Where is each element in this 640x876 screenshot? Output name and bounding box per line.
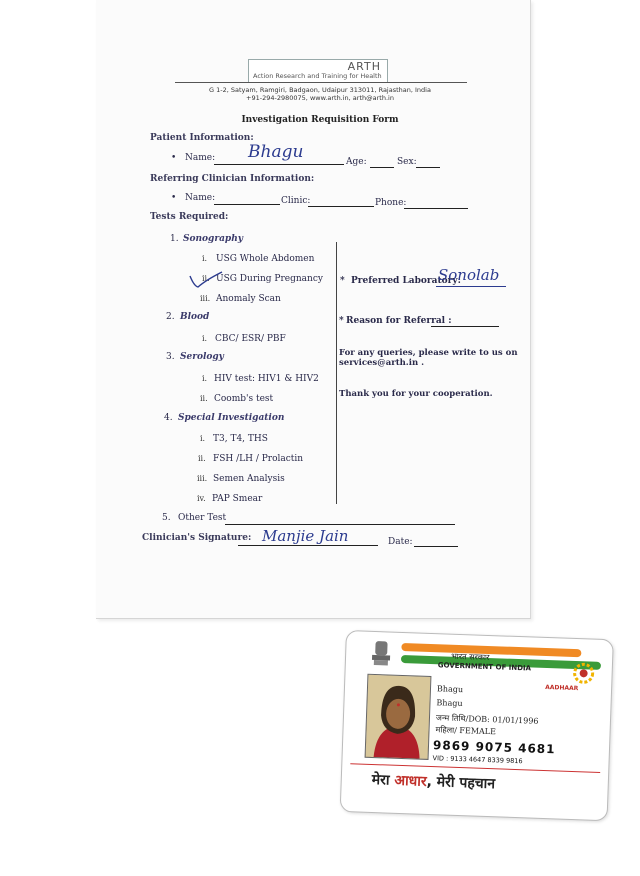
date-label: Date: — [388, 537, 413, 547]
group-4-num: 4. — [164, 413, 173, 423]
queries-text-1: For any queries, please write to us on — [339, 348, 518, 358]
test-hiv: HIV test: HIV1 & HIV2 — [214, 374, 319, 384]
clinic-line — [308, 206, 374, 207]
group-5-num: 5. — [162, 513, 171, 523]
bullet: • — [171, 193, 177, 203]
other-test-label: Other Test — [178, 513, 227, 523]
aadhaar-label: AADHAAR — [544, 683, 579, 693]
government-english: GOVERNMENT OF INDIA — [437, 661, 532, 673]
aadhaar-number: 9869 9075 4681 — [432, 738, 556, 757]
holder-gender: महिला/ FEMALE — [435, 725, 497, 737]
preferred-lab-line — [436, 286, 506, 287]
clinician-name-line — [214, 204, 280, 205]
bullet: * — [339, 316, 344, 326]
test-anomaly-scan: Anomaly Scan — [216, 294, 281, 304]
logo-subtitle: Action Research and Training for Health — [253, 72, 382, 80]
bullet: * — [340, 276, 345, 286]
slogan-part-2: आधार — [394, 772, 427, 790]
phone-label: Phone: — [375, 198, 407, 208]
aadhaar-vid: VID : 9133 4647 8339 9816 — [432, 754, 523, 766]
national-emblem-icon — [368, 638, 395, 669]
address-line-1: G 1-2, Satyam, Ramgiri, Badgaon, Udaipur 313011, Rajasthan, India — [209, 86, 431, 94]
referral-reason-line — [431, 326, 499, 327]
group-3-num: 3. — [166, 352, 175, 362]
aadhaar-card — [340, 630, 614, 821]
group-1-num: 1. — [170, 234, 179, 244]
holder-photo — [365, 674, 432, 760]
bullet: • — [171, 153, 177, 163]
group-special-investigation: Special Investigation — [178, 413, 285, 423]
signature-line — [238, 545, 378, 546]
sex-line — [416, 167, 440, 168]
age-label: Age: — [346, 157, 367, 167]
clinician-name-label: Name: — [185, 193, 216, 203]
preferred-lab-handwritten: Sonolab — [438, 266, 500, 284]
referring-section-heading: Referring Clinician Information: — [150, 174, 315, 184]
holder-name-english: Bhagu — [436, 698, 463, 709]
patient-name-handwritten: Bhagu — [248, 142, 304, 162]
item-roman: i. — [202, 334, 208, 343]
clinician-signature: Manjie Jain — [262, 527, 349, 545]
signature-label: Clinician's Signature: — [142, 533, 252, 543]
sex-label: Sex: — [397, 157, 417, 167]
column-divider — [336, 242, 337, 504]
slogan-part-3: , मेरी पहचान — [426, 773, 496, 793]
item-roman: ii. — [202, 274, 210, 283]
checkmark-icon — [188, 270, 224, 290]
patient-name-line — [214, 164, 344, 165]
preferred-lab-label: Preferred Laboratory: — [351, 276, 461, 286]
item-roman: i. — [202, 374, 208, 383]
form-title: Investigation Requisition Form — [241, 115, 399, 125]
test-cbc-esr-pbf: CBC/ ESR/ PBF — [215, 334, 286, 344]
header-rule — [175, 82, 467, 83]
government-hindi: भारत सरकार — [450, 651, 490, 663]
group-serology: Serology — [180, 352, 224, 362]
address-line-2: +91-294-2980075, www.arth.in, arth@arth.in — [246, 94, 394, 102]
date-line — [414, 546, 458, 547]
holder-name-hindi: Bhagu — [436, 684, 464, 695]
test-t3-t4: T3, T4, THS — [213, 434, 268, 444]
item-roman: iii. — [197, 474, 208, 483]
queries-email: services@arth.in . — [339, 358, 425, 368]
test-coombs: Coomb's test — [214, 394, 274, 404]
group-sonography: Sonography — [183, 234, 243, 244]
test-usg-whole-abdomen: USG Whole Abdomen — [216, 254, 315, 264]
item-roman: iii. — [200, 294, 211, 303]
test-pap-smear: PAP Smear — [212, 494, 263, 504]
item-roman: i. — [200, 434, 206, 443]
other-test-line — [225, 524, 455, 525]
thanks-text: Thank you for your cooperation. — [339, 389, 493, 399]
patient-name-label: Name: — [185, 153, 216, 163]
tests-section-heading: Tests Required: — [150, 212, 229, 222]
item-roman: ii. — [200, 394, 208, 403]
logo-title: ARTH — [347, 60, 381, 73]
group-2-num: 2. — [166, 312, 175, 322]
test-fsh-lh: FSH /LH / Prolactin — [213, 454, 304, 464]
age-line — [370, 167, 394, 168]
patient-section-heading: Patient Information: — [150, 133, 254, 143]
test-usg-during-pregnancy: USG During Pregnancy — [216, 274, 323, 284]
holder-dob: जन्म तिथि/DOB: 01/01/1996 — [435, 713, 539, 726]
slogan-part-1: मेरा — [371, 771, 395, 789]
aadhaar-slogan — [371, 770, 495, 793]
referral-reason-label: Reason for Referral : — [346, 316, 452, 326]
item-roman: ii. — [198, 454, 206, 463]
group-blood: Blood — [180, 312, 210, 322]
arth-logo — [248, 59, 388, 83]
phone-line — [404, 208, 468, 209]
clinic-label: Clinic: — [281, 196, 311, 206]
item-roman: i. — [202, 254, 208, 263]
item-roman: iv. — [197, 494, 206, 503]
test-semen-analysis: Semen Analysis — [213, 474, 285, 484]
